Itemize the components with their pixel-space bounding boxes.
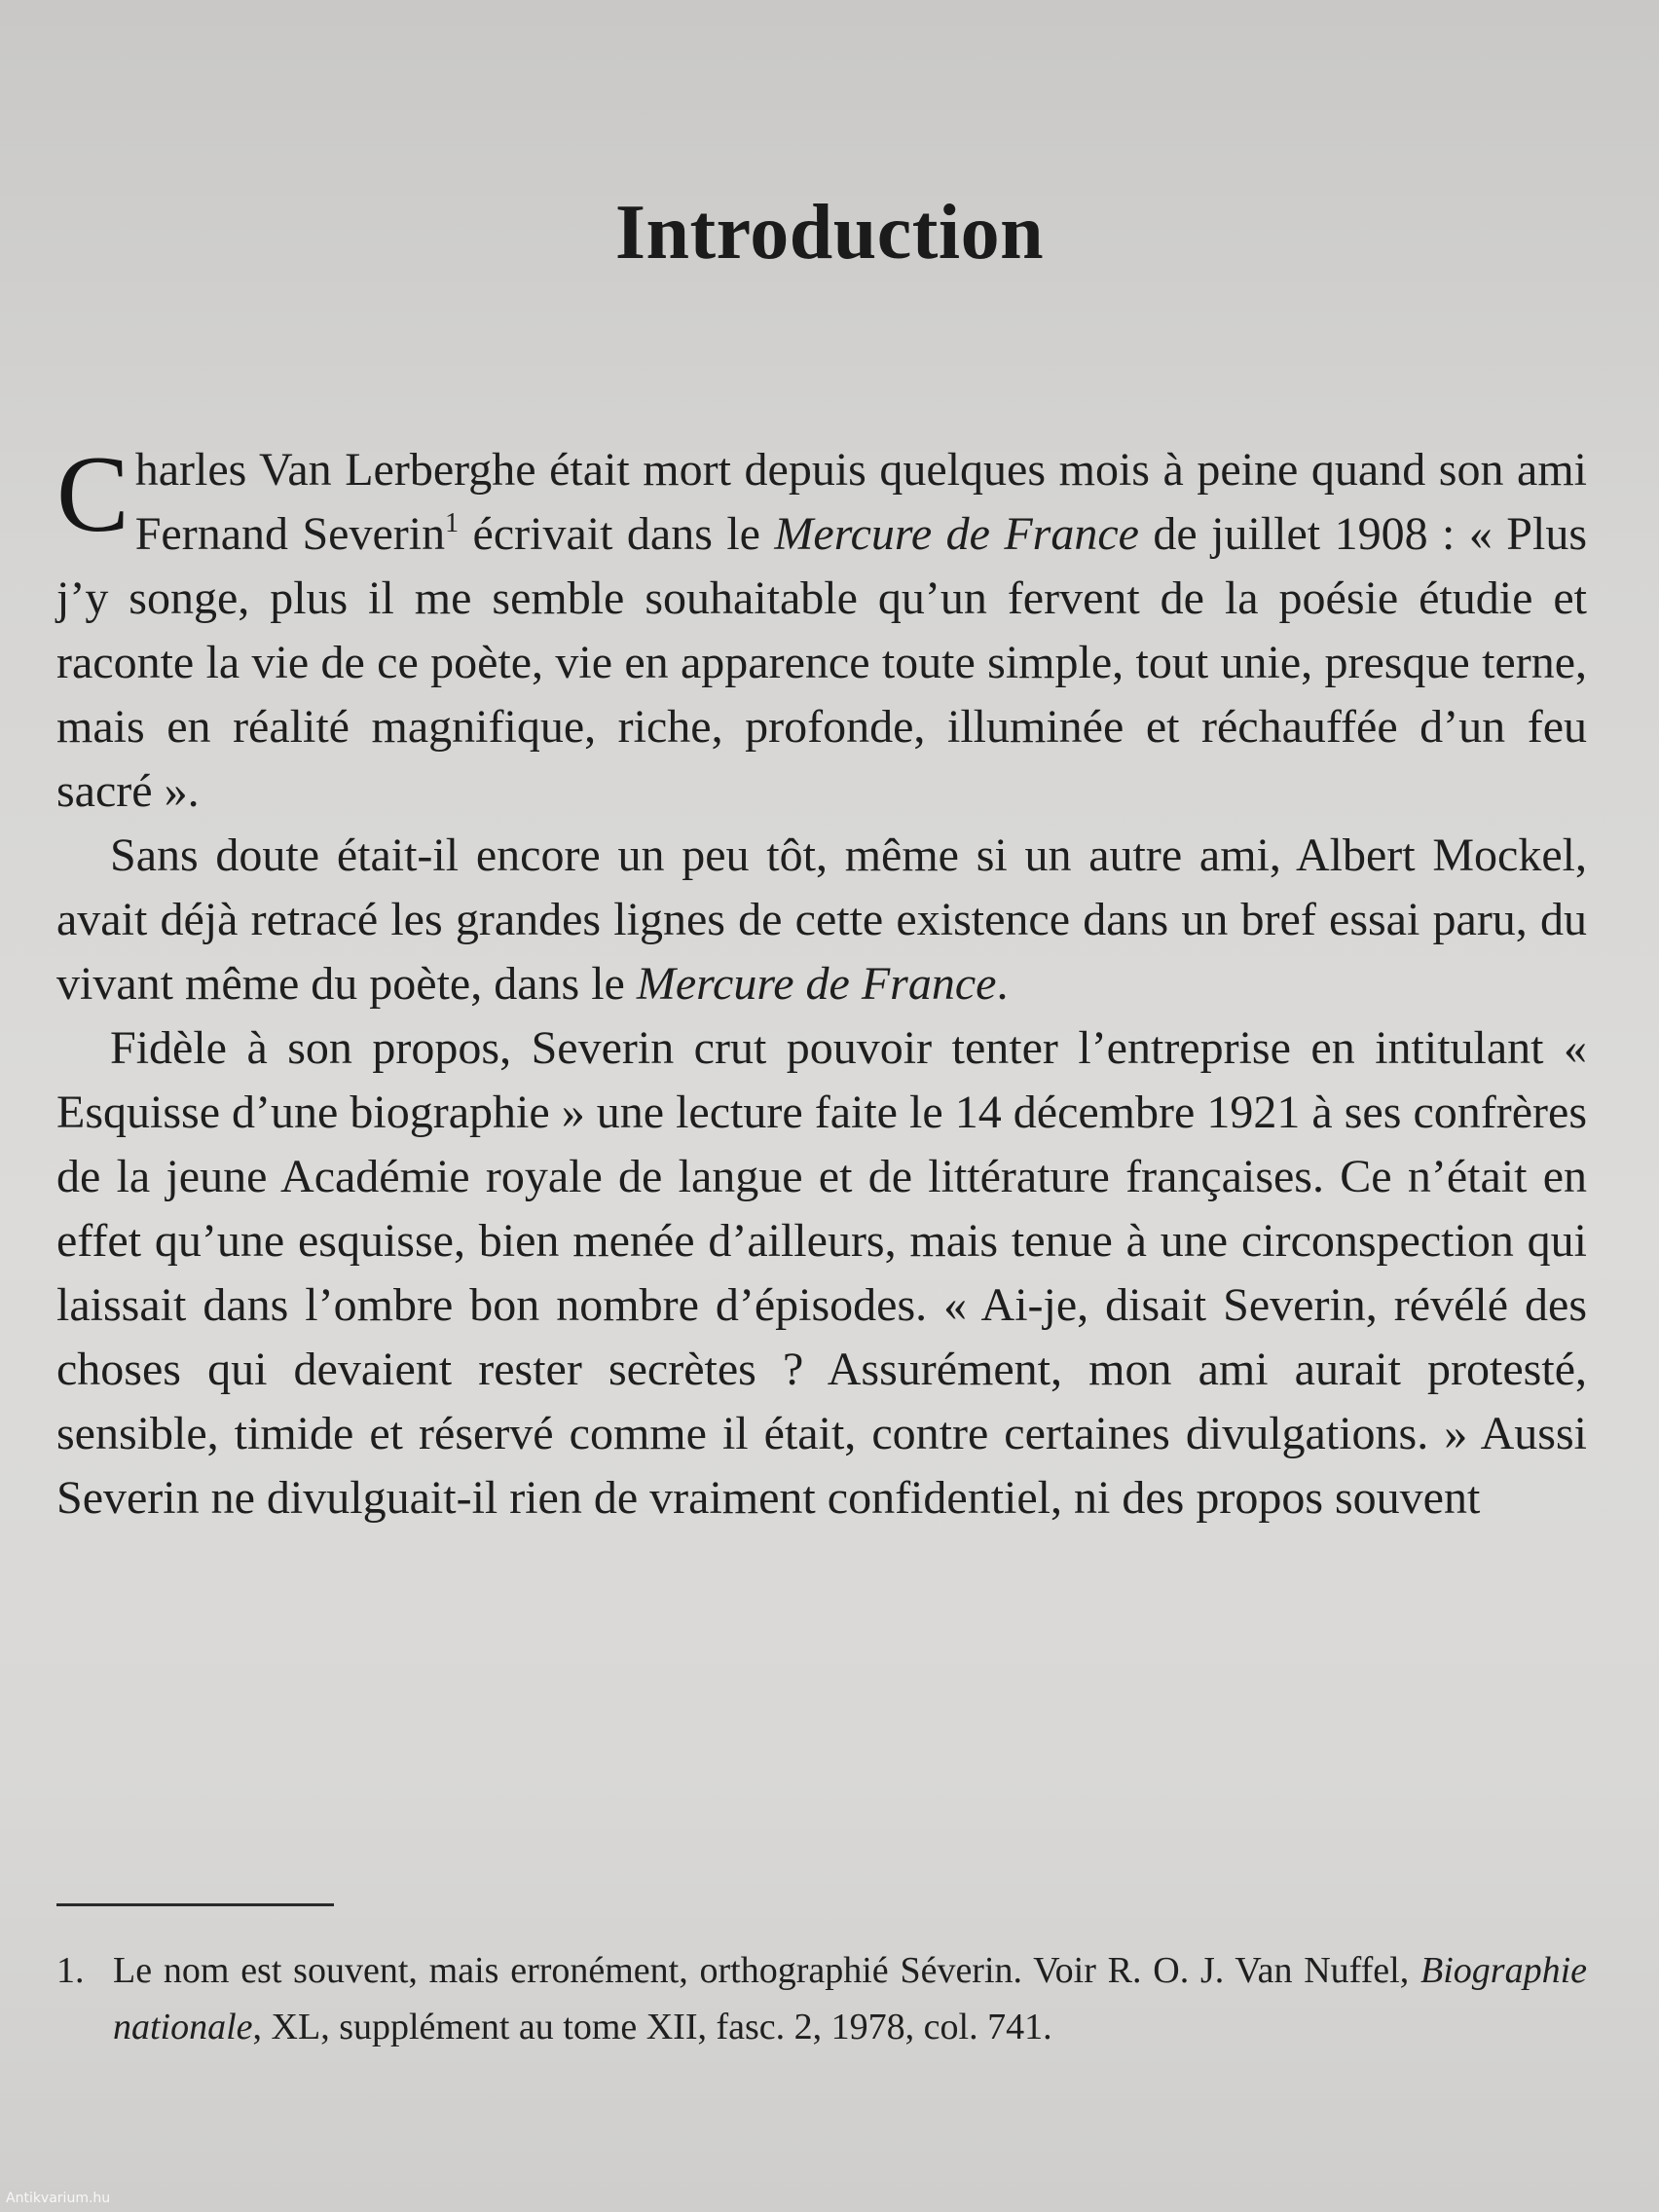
footnote-text-1: Le nom est souvent, mais erronément, orthographié Séverin. Voir R. O. J. Van Nuffel, [113,1950,1421,1991]
paragraph-1 [56,434,1587,824]
footnote-text-2: , XL, supplément au tome XII, fasc. 2, 1978, col. 741. [252,2007,1052,2047]
footnote-marker: 1 [445,508,460,538]
p1-text-3: de juillet 1908 : « Plus j’y songe, plus il me semble souhaitable qu’un fervent de la poésie étudie et raconte la vie de ce poète, vie en apparence toute simple, tout unie, presque terne, mais en réalité magnifique, riche, profonde, illuminée et réchauffée d’un feu sacré ». [56,508,1587,817]
watermark: Antikvarium.hu [6,2191,111,2206]
p2-text-2: . [996,958,1009,1010]
p2-text-1: Sans doute était-il encore un peu tôt, même si un autre ami, Albert Mockel, avait déjà retracé les grandes lignes de cette existence dans un bref essai paru, du vivant même du poète, dans le [56,830,1587,1010]
footnote-number: 1. [56,1950,85,1991]
p2-journal-title: Mercure de France [636,958,997,1010]
paragraph-2 [56,824,1587,1016]
footnote-work-title: Biographie nationale [113,1950,1587,2047]
p1-text-2: écrivait dans le [459,508,775,560]
body-text [56,434,1587,1530]
footnote-rule [56,1903,334,1906]
drop-cap: C [56,434,129,555]
p1-text-1: harles Van Lerberghe était mort depuis quelques mois à peine quand son ami Fernand Severin [134,444,1587,560]
footnote [56,1942,1587,2055]
paragraph-3 [56,1016,1587,1530]
p1-journal-title: Mercure de France [774,508,1139,560]
p3-text-1: Fidèle à son propos, Severin crut pouvoir tenter l’entreprise en intitulant « Esquisse d’une biographie » une lecture faite le 14 décembre 1921 à ses confrères de la jeune Académie royale de langue et de littérature françaises. Ce n’était en effet qu’une esquisse, bien menée d’ailleurs, mais tenue à une circonspection qui laissait dans l’ombre bon nombre d’épisodes. « Ai-je, disait Severin, révélé des choses qui devaient rester secrètes ? Assurément, mon ami aurait protesté, sensible, timide et réservé comme il était, contre certaines divulgations. » Aussi Severin ne divulguait-il rien de vraiment confidentiel, ni des propos souvent [56,1022,1587,1524]
chapter-title: Introduction [614,189,1045,276]
